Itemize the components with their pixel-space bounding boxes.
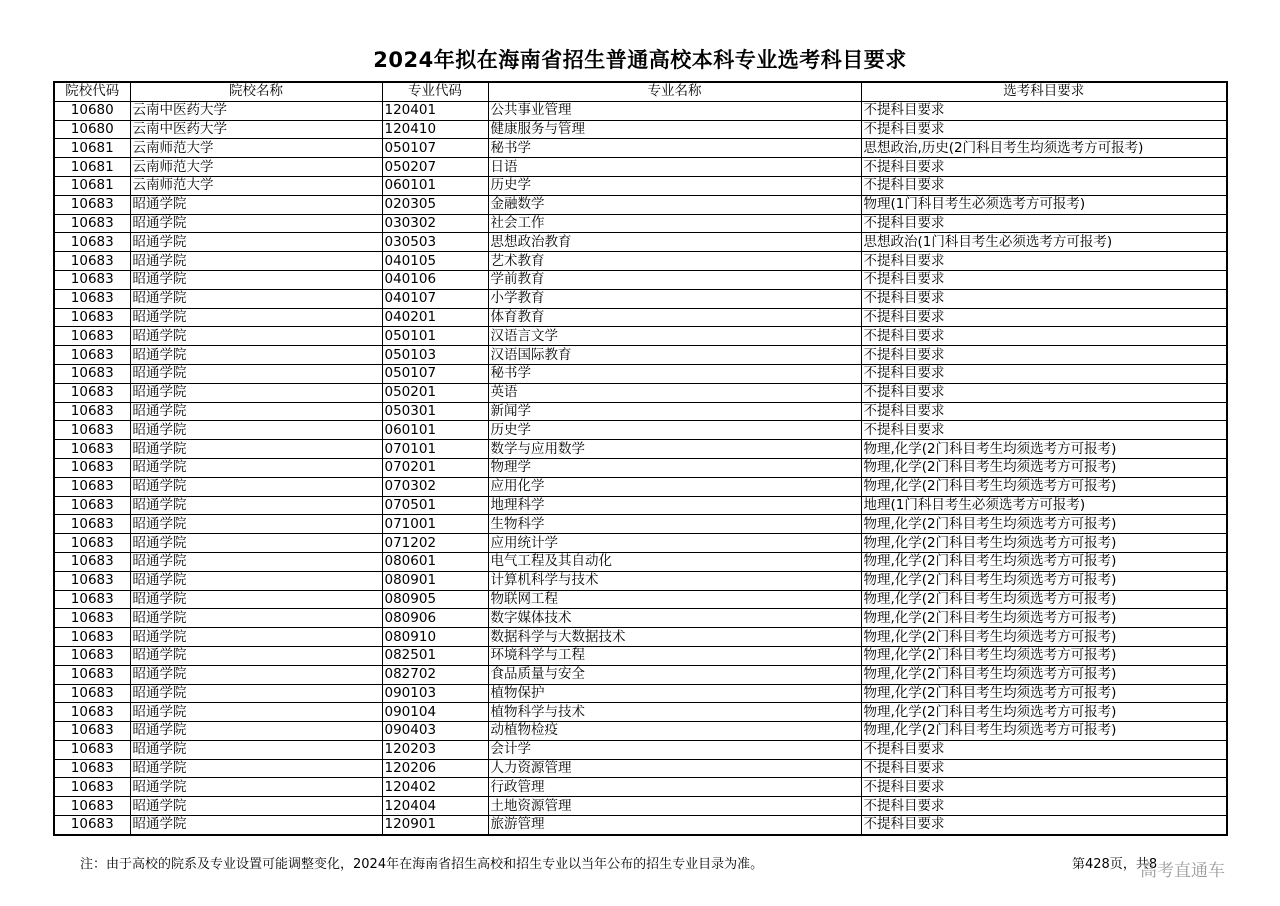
major-name-cell: 动植物检疫 (488, 722, 861, 741)
school-name-cell: 昭通学院 (130, 552, 382, 571)
school-name-cell: 昭通学院 (130, 402, 382, 421)
requirement-cell: 不提科目要求 (861, 270, 1227, 289)
table-row (54, 684, 1227, 703)
table-header-row (54, 82, 1227, 101)
major-code-cell: 050107 (382, 139, 488, 158)
table-row (54, 477, 1227, 496)
school-name-cell: 昭通学院 (130, 327, 382, 346)
school-name-cell: 云南师范大学 (130, 158, 382, 177)
major-code-cell: 030503 (382, 233, 488, 252)
requirement-cell: 不提科目要求 (861, 158, 1227, 177)
school-name-cell: 昭通学院 (130, 383, 382, 402)
school-name-cell: 云南中医药大学 (130, 101, 382, 120)
school-name-cell: 昭通学院 (130, 759, 382, 778)
school-name-cell: 昭通学院 (130, 364, 382, 383)
school-name-cell: 昭通学院 (130, 515, 382, 534)
school-name-cell: 云南师范大学 (130, 176, 382, 195)
requirement-cell: 不提科目要求 (861, 778, 1227, 797)
table-row (54, 176, 1227, 195)
major-code-cell: 050201 (382, 383, 488, 402)
school-name-cell: 昭通学院 (130, 628, 382, 647)
major-code-cell: 082501 (382, 646, 488, 665)
school-code-cell: 10683 (54, 628, 130, 647)
school-code-cell: 10683 (54, 364, 130, 383)
table-row (54, 120, 1227, 139)
requirement-cell: 物理,化学(2门科目考生均须选考方可报考) (861, 440, 1227, 459)
table-row (54, 289, 1227, 308)
major-name-cell: 环境科学与工程 (488, 646, 861, 665)
school-name-cell: 昭通学院 (130, 252, 382, 271)
school-code-cell: 10683 (54, 402, 130, 421)
major-name-cell: 物联网工程 (488, 590, 861, 609)
school-code-cell: 10683 (54, 421, 130, 440)
requirement-cell: 物理,化学(2门科目考生均须选考方可报考) (861, 458, 1227, 477)
major-name-cell: 会计学 (488, 740, 861, 759)
major-name-cell: 人力资源管理 (488, 759, 861, 778)
school-name-cell: 昭通学院 (130, 665, 382, 684)
school-name-cell: 昭通学院 (130, 722, 382, 741)
table-row (54, 101, 1227, 120)
major-name-cell: 学前教育 (488, 270, 861, 289)
requirement-cell: 不提科目要求 (861, 421, 1227, 440)
requirement-cell: 不提科目要求 (861, 797, 1227, 816)
requirement-cell: 思想政治(1门科目考生必须选考方可报考) (861, 233, 1227, 252)
school-code-cell: 10683 (54, 571, 130, 590)
school-code-cell: 10681 (54, 139, 130, 158)
major-name-cell: 数学与应用数学 (488, 440, 861, 459)
footer-note: 注：由于高校的院系及专业设置可能调整变化，2024年在海南省招生高校和招生专业以当年公布的招生专业目录为准。 (80, 857, 764, 872)
school-code-cell: 10683 (54, 383, 130, 402)
requirement-cell: 物理,化学(2门科目考生均须选考方可报考) (861, 646, 1227, 665)
table-row (54, 797, 1227, 816)
table-row (54, 722, 1227, 741)
major-name-cell: 食品质量与安全 (488, 665, 861, 684)
school-name-cell: 昭通学院 (130, 797, 382, 816)
table-row (54, 308, 1227, 327)
major-name-cell: 秘书学 (488, 364, 861, 383)
table-row (54, 646, 1227, 665)
major-name-cell: 公共事业管理 (488, 101, 861, 120)
table-row (54, 364, 1227, 383)
school-code-cell: 10681 (54, 176, 130, 195)
school-code-cell: 10680 (54, 101, 130, 120)
school-name-cell: 昭通学院 (130, 496, 382, 515)
school-name-cell: 昭通学院 (130, 816, 382, 835)
table-row (54, 195, 1227, 214)
table-row (54, 214, 1227, 233)
school-name-cell: 昭通学院 (130, 740, 382, 759)
header-school-code: 院校代码 (54, 82, 130, 101)
major-name-cell: 小学教育 (488, 289, 861, 308)
major-code-cell: 050107 (382, 364, 488, 383)
school-code-cell: 10683 (54, 440, 130, 459)
major-name-cell: 英语 (488, 383, 861, 402)
requirement-cell: 物理,化学(2门科目考生均须选考方可报考) (861, 534, 1227, 553)
requirement-cell: 不提科目要求 (861, 383, 1227, 402)
school-name-cell: 昭通学院 (130, 233, 382, 252)
table-row (54, 270, 1227, 289)
table-row (54, 515, 1227, 534)
major-code-cell: 040107 (382, 289, 488, 308)
requirement-cell: 不提科目要求 (861, 759, 1227, 778)
major-name-cell: 物理学 (488, 458, 861, 477)
major-name-cell: 历史学 (488, 176, 861, 195)
school-code-cell: 10683 (54, 609, 130, 628)
table-row (54, 346, 1227, 365)
major-code-cell: 120401 (382, 101, 488, 120)
major-code-cell: 120901 (382, 816, 488, 835)
table-row (54, 778, 1227, 797)
major-name-cell: 金融数学 (488, 195, 861, 214)
school-name-cell: 昭通学院 (130, 289, 382, 308)
requirement-cell: 物理(1门科目考生必须选考方可报考) (861, 195, 1227, 214)
school-code-cell: 10683 (54, 722, 130, 741)
major-name-cell: 计算机科学与技术 (488, 571, 861, 590)
requirement-cell: 物理,化学(2门科目考生均须选考方可报考) (861, 571, 1227, 590)
requirement-cell: 不提科目要求 (861, 346, 1227, 365)
table-row (54, 402, 1227, 421)
table-row (54, 233, 1227, 252)
table-row (54, 740, 1227, 759)
major-name-cell: 健康服务与管理 (488, 120, 861, 139)
major-code-cell: 030302 (382, 214, 488, 233)
school-code-cell: 10683 (54, 477, 130, 496)
school-code-cell: 10683 (54, 233, 130, 252)
major-name-cell: 应用统计学 (488, 534, 861, 553)
requirement-cell: 不提科目要求 (861, 252, 1227, 271)
requirement-cell: 物理,化学(2门科目考生均须选考方可报考) (861, 477, 1227, 496)
school-code-cell: 10683 (54, 195, 130, 214)
major-name-cell: 植物科学与技术 (488, 703, 861, 722)
table-row (54, 552, 1227, 571)
table-row (54, 628, 1227, 647)
major-name-cell: 体育教育 (488, 308, 861, 327)
school-code-cell: 10683 (54, 797, 130, 816)
table-row (54, 665, 1227, 684)
major-code-cell: 070501 (382, 496, 488, 515)
table-row (54, 139, 1227, 158)
major-code-cell: 020305 (382, 195, 488, 214)
requirement-cell: 物理,化学(2门科目考生均须选考方可报考) (861, 722, 1227, 741)
watermark-text: 高考直通车 (1140, 861, 1225, 881)
major-code-cell: 040106 (382, 270, 488, 289)
school-name-cell: 云南中医药大学 (130, 120, 382, 139)
major-code-cell: 050301 (382, 402, 488, 421)
school-name-cell: 昭通学院 (130, 270, 382, 289)
header-school-name: 院校名称 (130, 82, 382, 101)
major-code-cell: 090104 (382, 703, 488, 722)
major-code-cell: 071202 (382, 534, 488, 553)
table-row (54, 816, 1227, 835)
major-code-cell: 070101 (382, 440, 488, 459)
major-code-cell: 050207 (382, 158, 488, 177)
requirement-cell: 地理(1门科目考生必须选考方可报考) (861, 496, 1227, 515)
requirement-cell: 不提科目要求 (861, 402, 1227, 421)
major-name-cell: 行政管理 (488, 778, 861, 797)
school-name-cell: 云南师范大学 (130, 139, 382, 158)
school-code-cell: 10683 (54, 534, 130, 553)
school-name-cell: 昭通学院 (130, 534, 382, 553)
table-row (54, 440, 1227, 459)
major-name-cell: 土地资源管理 (488, 797, 861, 816)
major-code-cell: 071001 (382, 515, 488, 534)
school-code-cell: 10683 (54, 646, 130, 665)
school-name-cell: 昭通学院 (130, 458, 382, 477)
school-code-cell: 10683 (54, 327, 130, 346)
major-code-cell: 090103 (382, 684, 488, 703)
school-code-cell: 10683 (54, 552, 130, 571)
major-name-cell: 应用化学 (488, 477, 861, 496)
school-code-cell: 10683 (54, 816, 130, 835)
table-row (54, 383, 1227, 402)
requirement-cell: 不提科目要求 (861, 120, 1227, 139)
school-name-cell: 昭通学院 (130, 195, 382, 214)
school-code-cell: 10683 (54, 590, 130, 609)
table-row (54, 158, 1227, 177)
table-row (54, 421, 1227, 440)
school-name-cell: 昭通学院 (130, 571, 382, 590)
requirement-cell: 思想政治,历史(2门科目考生均须选考方可报考) (861, 139, 1227, 158)
major-name-cell: 汉语言文学 (488, 327, 861, 346)
major-code-cell: 050101 (382, 327, 488, 346)
school-name-cell: 昭通学院 (130, 778, 382, 797)
major-name-cell: 日语 (488, 158, 861, 177)
requirement-cell: 物理,化学(2门科目考生均须选考方可报考) (861, 703, 1227, 722)
school-code-cell: 10683 (54, 703, 130, 722)
school-code-cell: 10683 (54, 270, 130, 289)
requirement-cell: 不提科目要求 (861, 740, 1227, 759)
major-code-cell: 120404 (382, 797, 488, 816)
requirement-cell: 物理,化学(2门科目考生均须选考方可报考) (861, 609, 1227, 628)
major-code-cell: 080601 (382, 552, 488, 571)
table-row (54, 759, 1227, 778)
school-code-cell: 10683 (54, 684, 130, 703)
table-row (54, 534, 1227, 553)
major-code-cell: 120410 (382, 120, 488, 139)
school-code-cell: 10683 (54, 289, 130, 308)
page-number: 第428页，共8 (1072, 857, 1158, 872)
major-code-cell: 080905 (382, 590, 488, 609)
requirements-table (53, 81, 1228, 836)
table-row (54, 327, 1227, 346)
table-row (54, 496, 1227, 515)
requirement-cell: 不提科目要求 (861, 308, 1227, 327)
requirement-cell: 不提科目要求 (861, 289, 1227, 308)
major-name-cell: 思想政治教育 (488, 233, 861, 252)
school-code-cell: 10683 (54, 778, 130, 797)
major-code-cell: 060101 (382, 421, 488, 440)
table-row (54, 571, 1227, 590)
requirement-cell: 物理,化学(2门科目考生均须选考方可报考) (861, 628, 1227, 647)
major-code-cell: 080910 (382, 628, 488, 647)
major-code-cell: 080901 (382, 571, 488, 590)
requirement-cell: 物理,化学(2门科目考生均须选考方可报考) (861, 515, 1227, 534)
requirement-cell: 不提科目要求 (861, 176, 1227, 195)
major-code-cell: 060101 (382, 176, 488, 195)
major-code-cell: 040105 (382, 252, 488, 271)
table-row (54, 458, 1227, 477)
school-name-cell: 昭通学院 (130, 308, 382, 327)
table-row (54, 703, 1227, 722)
header-subject-requirement: 选考科目要求 (861, 82, 1227, 101)
school-name-cell: 昭通学院 (130, 703, 382, 722)
school-code-cell: 10683 (54, 740, 130, 759)
major-code-cell: 070201 (382, 458, 488, 477)
major-code-cell: 090403 (382, 722, 488, 741)
school-name-cell: 昭通学院 (130, 346, 382, 365)
school-code-cell: 10683 (54, 665, 130, 684)
school-code-cell: 10683 (54, 458, 130, 477)
major-name-cell: 数字媒体技术 (488, 609, 861, 628)
school-name-cell: 昭通学院 (130, 440, 382, 459)
school-code-cell: 10683 (54, 759, 130, 778)
school-name-cell: 昭通学院 (130, 590, 382, 609)
school-name-cell: 昭通学院 (130, 684, 382, 703)
table-row (54, 252, 1227, 271)
major-name-cell: 汉语国际教育 (488, 346, 861, 365)
major-code-cell: 080906 (382, 609, 488, 628)
school-code-cell: 10683 (54, 252, 130, 271)
requirement-cell: 不提科目要求 (861, 214, 1227, 233)
document-title: 2024年拟在海南省招生普通高校本科专业选考科目要求 (373, 48, 907, 72)
major-code-cell: 120203 (382, 740, 488, 759)
major-code-cell: 050103 (382, 346, 488, 365)
school-code-cell: 10680 (54, 120, 130, 139)
requirement-cell: 物理,化学(2门科目考生均须选考方可报考) (861, 665, 1227, 684)
major-name-cell: 新闻学 (488, 402, 861, 421)
major-name-cell: 地理科学 (488, 496, 861, 515)
table-row (54, 590, 1227, 609)
major-name-cell: 社会工作 (488, 214, 861, 233)
school-code-cell: 10683 (54, 515, 130, 534)
major-name-cell: 秘书学 (488, 139, 861, 158)
requirement-cell: 物理,化学(2门科目考生均须选考方可报考) (861, 684, 1227, 703)
header-major-name: 专业名称 (488, 82, 861, 101)
requirement-cell: 物理,化学(2门科目考生均须选考方可报考) (861, 590, 1227, 609)
school-name-cell: 昭通学院 (130, 646, 382, 665)
header-major-code: 专业代码 (382, 82, 488, 101)
school-name-cell: 昭通学院 (130, 421, 382, 440)
table-row (54, 609, 1227, 628)
major-name-cell: 植物保护 (488, 684, 861, 703)
major-name-cell: 电气工程及其自动化 (488, 552, 861, 571)
major-name-cell: 数据科学与大数据技术 (488, 628, 861, 647)
school-name-cell: 昭通学院 (130, 609, 382, 628)
major-code-cell: 120206 (382, 759, 488, 778)
major-code-cell: 120402 (382, 778, 488, 797)
school-code-cell: 10683 (54, 308, 130, 327)
requirement-cell: 不提科目要求 (861, 327, 1227, 346)
major-code-cell: 040201 (382, 308, 488, 327)
major-name-cell: 艺术教育 (488, 252, 861, 271)
school-name-cell: 昭通学院 (130, 477, 382, 496)
school-code-cell: 10683 (54, 214, 130, 233)
major-name-cell: 生物科学 (488, 515, 861, 534)
requirement-cell: 物理,化学(2门科目考生均须选考方可报考) (861, 552, 1227, 571)
requirement-cell: 不提科目要求 (861, 816, 1227, 835)
school-name-cell: 昭通学院 (130, 214, 382, 233)
school-code-cell: 10683 (54, 346, 130, 365)
major-code-cell: 070302 (382, 477, 488, 496)
school-code-cell: 10681 (54, 158, 130, 177)
requirement-cell: 不提科目要求 (861, 364, 1227, 383)
major-name-cell: 旅游管理 (488, 816, 861, 835)
school-code-cell: 10683 (54, 496, 130, 515)
requirement-cell: 不提科目要求 (861, 101, 1227, 120)
major-name-cell: 历史学 (488, 421, 861, 440)
major-code-cell: 082702 (382, 665, 488, 684)
